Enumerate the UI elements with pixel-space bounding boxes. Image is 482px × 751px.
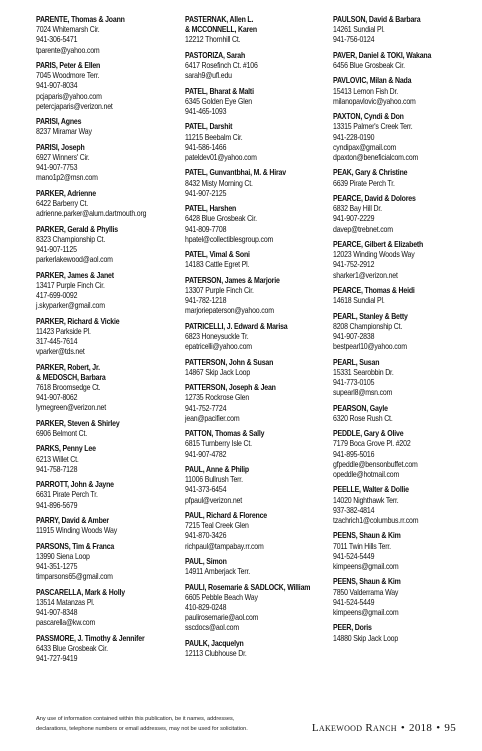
entry-detail: 410-829-0248 <box>185 602 227 612</box>
entry-name: PEAK, Gary & Christine <box>333 168 408 178</box>
entry-name: PEDDLE, Gary & Olive <box>333 429 404 439</box>
entry-name: PARROTT, John & Jayne <box>36 480 114 490</box>
entry-detail: 6832 Bay Hill Dr. <box>333 204 382 214</box>
directory-entry <box>333 51 481 71</box>
entry-detail: pascarella@kw.com <box>36 618 96 628</box>
entry-detail: 8323 Championship Ct. <box>36 234 106 244</box>
entry-detail: tparente@yahoo.com <box>36 45 100 55</box>
entry-detail: 941-752-2912 <box>333 260 375 270</box>
entry-detail: 941-782-1218 <box>185 296 227 306</box>
entry-detail: 12023 Winding Woods Way <box>333 250 415 260</box>
directory-entry <box>36 516 184 536</box>
directory-entry <box>36 363 184 414</box>
directory-entry <box>36 189 184 220</box>
entry-detail: 13417 Purple Finch Cir. <box>36 280 105 290</box>
directory-entry <box>333 15 481 46</box>
disclaimer-line-2: declarations, telephone numbers or email addresses, may not be used for solicitation. <box>36 725 248 732</box>
entry-detail: 941-756-0124 <box>333 35 375 45</box>
entry-detail: 7045 Woodmore Terr. <box>36 71 100 81</box>
entry-name: PATEL, Darshit <box>185 122 233 132</box>
entry-name: PATEL, Bharat & Malti <box>185 86 254 96</box>
entry-detail: opeddle@hotmail.com <box>333 469 400 479</box>
entry-name: PARKER, Steven & Shirley <box>36 418 120 428</box>
directory-entry <box>333 194 481 235</box>
entry-detail: 7024 Whitemarsh Cir. <box>36 25 100 35</box>
entry-name: PATTERSON, John & Susan <box>185 357 274 367</box>
entry-detail: vparker@tds.net <box>36 347 85 357</box>
entry-name: PARISI, Joseph <box>36 142 85 152</box>
directory-entry <box>185 322 333 353</box>
entry-name: PARKER, Gerald & Phyllis <box>36 224 119 234</box>
entry-detail: kimpeens@gmail.com <box>333 561 399 571</box>
directory-entry <box>333 312 481 353</box>
entry-detail: 8432 Misty Morning Ct. <box>185 178 253 188</box>
entry-detail: 13307 Purple Finch Cir. <box>185 285 254 295</box>
entry-detail: 6823 Honeysuckle Tr. <box>185 331 249 341</box>
entry-detail: 941-907-8034 <box>36 81 78 91</box>
entry-detail: sarah9@ufl.edu <box>185 71 232 81</box>
entry-name: PATTON, Thomas & Sally <box>185 429 265 439</box>
entry-detail: 941-758-7128 <box>36 464 78 474</box>
directory-entry <box>333 623 481 643</box>
directory-entry <box>333 404 481 424</box>
entry-detail: 14020 Nighthawk Terr. <box>333 495 399 505</box>
directory-entry <box>185 122 333 163</box>
entry-detail: 941-907-2125 <box>185 188 227 198</box>
entry-detail: dpaxton@beneficialcom.com <box>333 153 419 162</box>
directory-entry <box>36 143 184 184</box>
entry-name: PARKER, James & Janet <box>36 270 114 280</box>
entry-detail: 13990 Siena Loop <box>36 551 90 561</box>
entry-detail: 941-586-1466 <box>185 142 227 152</box>
entry-detail: 14618 Sundial Pl. <box>333 296 385 306</box>
entry-name: PASCARELLA, Mark & Holly <box>36 587 125 597</box>
entry-detail: 941-907-1125 <box>36 245 77 254</box>
entry-detail: 941-907-8348 <box>36 607 78 617</box>
entry-detail: 13514 Matanzas Pl. <box>36 597 95 607</box>
entry-name: PARSONS, Tim & Franca <box>36 541 115 551</box>
entry-detail: 7618 Broomsedge Ct. <box>36 383 101 392</box>
entry-detail: 13315 Palmer's Creek Terr. <box>333 122 413 132</box>
entry-detail: 417-699-0092 <box>36 291 78 300</box>
entry-detail: petercjaparis@verizon.net <box>36 101 113 111</box>
entry-detail: 6605 Pebble Beach Way <box>185 592 258 602</box>
entry-detail: 6927 Winners' Cir. <box>36 153 90 162</box>
directory-entry <box>333 577 481 618</box>
entry-detail: 12113 Clubhouse Dr. <box>185 648 247 658</box>
entry-detail: cyndipax@gmail.com <box>333 142 397 152</box>
entry-detail: 6345 Golden Eye Glen <box>185 96 252 106</box>
entry-name: PARKS, Penny Lee <box>36 444 96 454</box>
disclaimer-line-1: Any use of information contained within this publication, be it names, addresses, <box>36 716 235 722</box>
directory-entry <box>36 61 184 112</box>
entry-name-continued: & MCCONNELL, Karen <box>185 25 257 35</box>
entry-name: PEARCE, Gilbert & Elizabeth <box>333 239 424 249</box>
entry-detail: 941-907-8062 <box>36 393 78 403</box>
entry-detail: 941-306-5471 <box>36 35 78 45</box>
entry-detail: 6428 Blue Grosbeak Cir. <box>185 214 257 224</box>
entry-name: PEER, Doris <box>333 623 372 633</box>
entry-detail: 8208 Championship Ct. <box>333 321 403 331</box>
entry-name: PEARCE, Thomas & Heidi <box>333 285 415 295</box>
entry-name: PEARSON, Gayle <box>333 403 388 413</box>
directory-entry <box>333 112 481 163</box>
entry-name: PEENS, Shaun & Kim <box>333 577 401 587</box>
entry-detail: 14183 Cattle Egret Pl. <box>185 260 250 270</box>
entry-name: PEENS, Shaun & Kim <box>333 531 401 541</box>
entry-name: PAUL, Richard & Florence <box>185 510 267 520</box>
entry-detail: 14880 Skip Jack Loop <box>333 633 399 643</box>
entry-detail: richpaul@tampabay.rr.com <box>185 541 264 551</box>
directory-entry <box>185 511 333 552</box>
entry-detail: epatricelli@yahoo.com <box>185 342 252 352</box>
entry-detail: 7850 Valderrama Way <box>333 587 399 597</box>
entry-name: PATTERSON, Joseph & Jean <box>185 383 276 393</box>
entry-detail: kimpeens@gmail.com <box>333 607 399 617</box>
entry-detail: 14261 Sundial Pl. <box>333 25 385 35</box>
entry-detail: 941-752-7724 <box>185 403 227 413</box>
publication-name: Lakewood Ranch <box>311 722 397 734</box>
directory-entry <box>36 444 184 475</box>
entry-name: PARKER, Adrienne <box>36 188 96 198</box>
entry-detail: 6213 Willet Ct. <box>36 454 79 464</box>
directory-entry <box>333 531 481 572</box>
entry-detail: 14867 Skip Jack Loop <box>185 367 251 377</box>
directory-entry <box>185 15 333 46</box>
entry-detail: supearl8@msn.com <box>333 388 393 398</box>
entry-detail: 11006 Bullrush Terr. <box>185 475 243 485</box>
directory-entry <box>36 542 184 583</box>
entry-detail: 6906 Belmont Ct. <box>36 429 88 438</box>
entry-detail: 941-351-1275 <box>36 561 78 571</box>
footer-bullet: • <box>400 722 406 734</box>
entry-detail: 941-896-5679 <box>36 500 78 510</box>
directory-column-1 <box>36 15 184 669</box>
page-number: 95 <box>444 722 456 734</box>
entry-detail: 941-907-4782 <box>185 449 227 459</box>
entry-name: PATRICELLI, J. Edward & Marisa <box>185 321 288 331</box>
entry-detail: 14911 Amberjack Terr. <box>185 567 251 577</box>
entry-name: PASTERNAK, Allen L. <box>185 15 254 24</box>
page-footer <box>306 722 456 734</box>
directory-entry <box>36 15 184 56</box>
directory-column-3 <box>333 15 481 649</box>
entry-detail: 941-465-1093 <box>185 107 227 116</box>
entry-detail: 941-907-7753 <box>36 163 78 173</box>
directory-entry <box>185 204 333 245</box>
directory-entry <box>185 358 333 378</box>
entry-name: PARENTE, Thomas & Joann <box>36 15 125 24</box>
entry-detail: marjoriepaterson@yahoo.com <box>185 306 274 316</box>
entry-detail: pcjaparis@yahoo.com <box>36 91 102 101</box>
entry-name: PATERSON, James & Marjorie <box>185 275 280 285</box>
entry-name: PAULSON, David & Barbara <box>333 15 421 24</box>
entry-name: PATEL, Harshen <box>185 204 237 214</box>
publication-year: 2018 <box>409 722 433 734</box>
directory-entry <box>333 76 481 107</box>
entry-name: PAULI, Rosemarie & SADLOCK, William <box>185 582 311 592</box>
entry-detail: 7215 Teal Creek Glen <box>185 521 249 531</box>
entry-detail: 6456 Blue Grosbeak Cir. <box>333 61 405 70</box>
entry-detail: sharker1@verizon.net <box>333 270 398 280</box>
entry-detail: 941-727-9419 <box>36 653 78 663</box>
entry-name: PAXTON, Cyndi & Don <box>333 112 404 122</box>
entry-detail: 15331 Searobbin Dr. <box>333 367 394 377</box>
entry-detail: paulirosemarie@aol.com <box>185 613 259 623</box>
directory-entry <box>185 557 333 577</box>
directory-entry <box>36 588 184 629</box>
entry-detail: hpatel@collectiblesgroup.com <box>185 234 274 244</box>
entry-name: PATEL, Gunvantbhai, M. & Hirav <box>185 168 286 178</box>
entry-detail: 6422 Barberry Ct. <box>36 199 89 208</box>
directory-entry <box>36 117 184 137</box>
entry-name: PARRY, David & Amber <box>36 515 109 525</box>
entry-detail: pateldev01@yahoo.com <box>185 153 257 162</box>
directory-entry <box>333 429 481 480</box>
directory-column-2 <box>185 15 333 664</box>
entry-detail: davep@trebnet.com <box>333 224 393 234</box>
directory-entry <box>36 271 184 312</box>
directory-entry <box>36 634 184 665</box>
disclaimer <box>36 715 306 734</box>
entry-detail: pfpaul@verizon.net <box>185 495 242 505</box>
directory-entry <box>185 429 333 460</box>
entry-detail: bestpearl10@yahoo.com <box>333 342 407 352</box>
entry-name: PARISI, Agnes <box>36 117 82 127</box>
entry-detail: 7011 Twin Hills Terr. <box>333 541 391 551</box>
directory-entry <box>333 358 481 399</box>
directory-entry <box>185 250 333 270</box>
entry-detail: adrienne.parker@alum.dartmouth.org <box>36 209 147 219</box>
directory-entry <box>185 276 333 317</box>
directory-entry <box>333 286 481 306</box>
entry-detail: parkerlakewood@aol.com <box>36 255 113 265</box>
footer-bullet: • <box>436 722 441 734</box>
directory-entry <box>36 480 184 511</box>
entry-detail: 6639 Pirate Perch Tr. <box>333 178 395 188</box>
directory-entry <box>333 485 481 526</box>
entry-detail: 941-870-3426 <box>185 531 227 541</box>
entry-name: PEARCE, David & Dolores <box>333 193 416 203</box>
entry-detail: 11215 Beebalm Cir. <box>185 132 243 142</box>
entry-detail: 941-524-5449 <box>333 597 375 607</box>
entry-name: PAVLOVIC, Milan & Nada <box>333 76 412 86</box>
entry-detail: 11915 Winding Woods Way <box>36 526 118 536</box>
entry-detail: 6417 Rosefinch Ct. #106 <box>185 61 258 70</box>
entry-detail: 11423 Parkside Pl. <box>36 326 91 336</box>
entry-name: PAVER, Daniel & TOKI, Wakana <box>333 50 432 60</box>
directory-entry <box>185 465 333 506</box>
entry-detail: lymegreen@verizon.net <box>36 403 107 413</box>
entry-detail: 937-382-4814 <box>333 505 375 515</box>
entry-detail: 941-907-2838 <box>333 331 375 341</box>
entry-name: PAULK, Jacquelyn <box>185 638 244 648</box>
entry-detail: 941-895-5016 <box>333 449 375 459</box>
entry-detail: 941-228-0190 <box>333 132 375 142</box>
entry-detail: 941-373-6454 <box>185 485 227 495</box>
entry-detail: 12735 Rockrose Glen <box>185 393 250 403</box>
entry-detail: 7179 Boca Grove Pl. #202 <box>333 439 411 449</box>
entry-detail: tzachrich1@columbus.rr.com <box>333 515 419 525</box>
entry-name: PASTORIZA, Sarah <box>185 50 246 60</box>
entry-detail: j.skyparker@gmail.com <box>36 301 105 311</box>
directory-entry <box>333 168 481 188</box>
entry-name-continued: & MEDOSCH, Barbara <box>36 372 106 382</box>
directory-entry <box>36 225 184 266</box>
entry-name: PARIS, Peter & Ellen <box>36 61 101 70</box>
entry-name: PEARL, Susan <box>333 357 380 367</box>
directory-entry <box>185 639 333 659</box>
entry-name: PATEL, Vimal & Soni <box>185 250 250 260</box>
directory-entry <box>185 168 333 199</box>
entry-detail: 6815 Turnberry Isle Ct. <box>185 439 252 449</box>
entry-detail: timparsons65@gmail.com <box>36 572 113 582</box>
entry-detail: 941-809-7708 <box>185 224 227 234</box>
directory-entry <box>185 383 333 424</box>
entry-detail: 6433 Blue Grosbeak Cir. <box>36 643 108 653</box>
entry-detail: milanopavlovic@yahoo.com <box>333 96 416 106</box>
entry-name: PAUL, Simon <box>185 556 227 566</box>
entry-detail: 15413 Lemon Fish Dr. <box>333 86 399 96</box>
entry-detail: sscdocs@aol.com <box>185 623 240 633</box>
directory-entry <box>185 87 333 118</box>
entry-name: PEELLE, Walter & Dollie <box>333 485 409 495</box>
entry-detail: gfpeddle@bensonbuffet.com <box>333 459 418 469</box>
directory-entry <box>36 419 184 439</box>
entry-name: PASSMORE, J. Timothy & Jennifer <box>36 633 145 643</box>
entry-detail: 941-524-5449 <box>333 551 375 561</box>
entry-detail: 12212 Thornhill Ct. <box>185 35 241 45</box>
entry-name: PARKER, Robert, Jr. <box>36 362 100 372</box>
entry-name: PAUL, Anne & Philip <box>185 464 250 474</box>
directory-entry <box>333 240 481 281</box>
entry-name: PEARL, Stanley & Betty <box>333 311 408 321</box>
entry-detail: 8237 Miramar Way <box>36 127 92 137</box>
entry-detail: 6320 Rose Rush Ct. <box>333 413 393 423</box>
entry-name: PARKER, Richard & Vickie <box>36 316 120 326</box>
entry-detail: mano1p2@msn.com <box>36 173 98 183</box>
entry-detail: jean@pacifier.com <box>185 413 240 423</box>
directory-entry <box>36 317 184 358</box>
entry-detail: 941-773-0105 <box>333 377 375 387</box>
directory-entry <box>185 51 333 82</box>
entry-detail: 317-445-7614 <box>36 337 78 346</box>
entry-detail: 941-907-2229 <box>333 214 375 224</box>
entry-detail: 6631 Pirate Perch Tr. <box>36 490 98 500</box>
directory-entry <box>185 583 333 634</box>
